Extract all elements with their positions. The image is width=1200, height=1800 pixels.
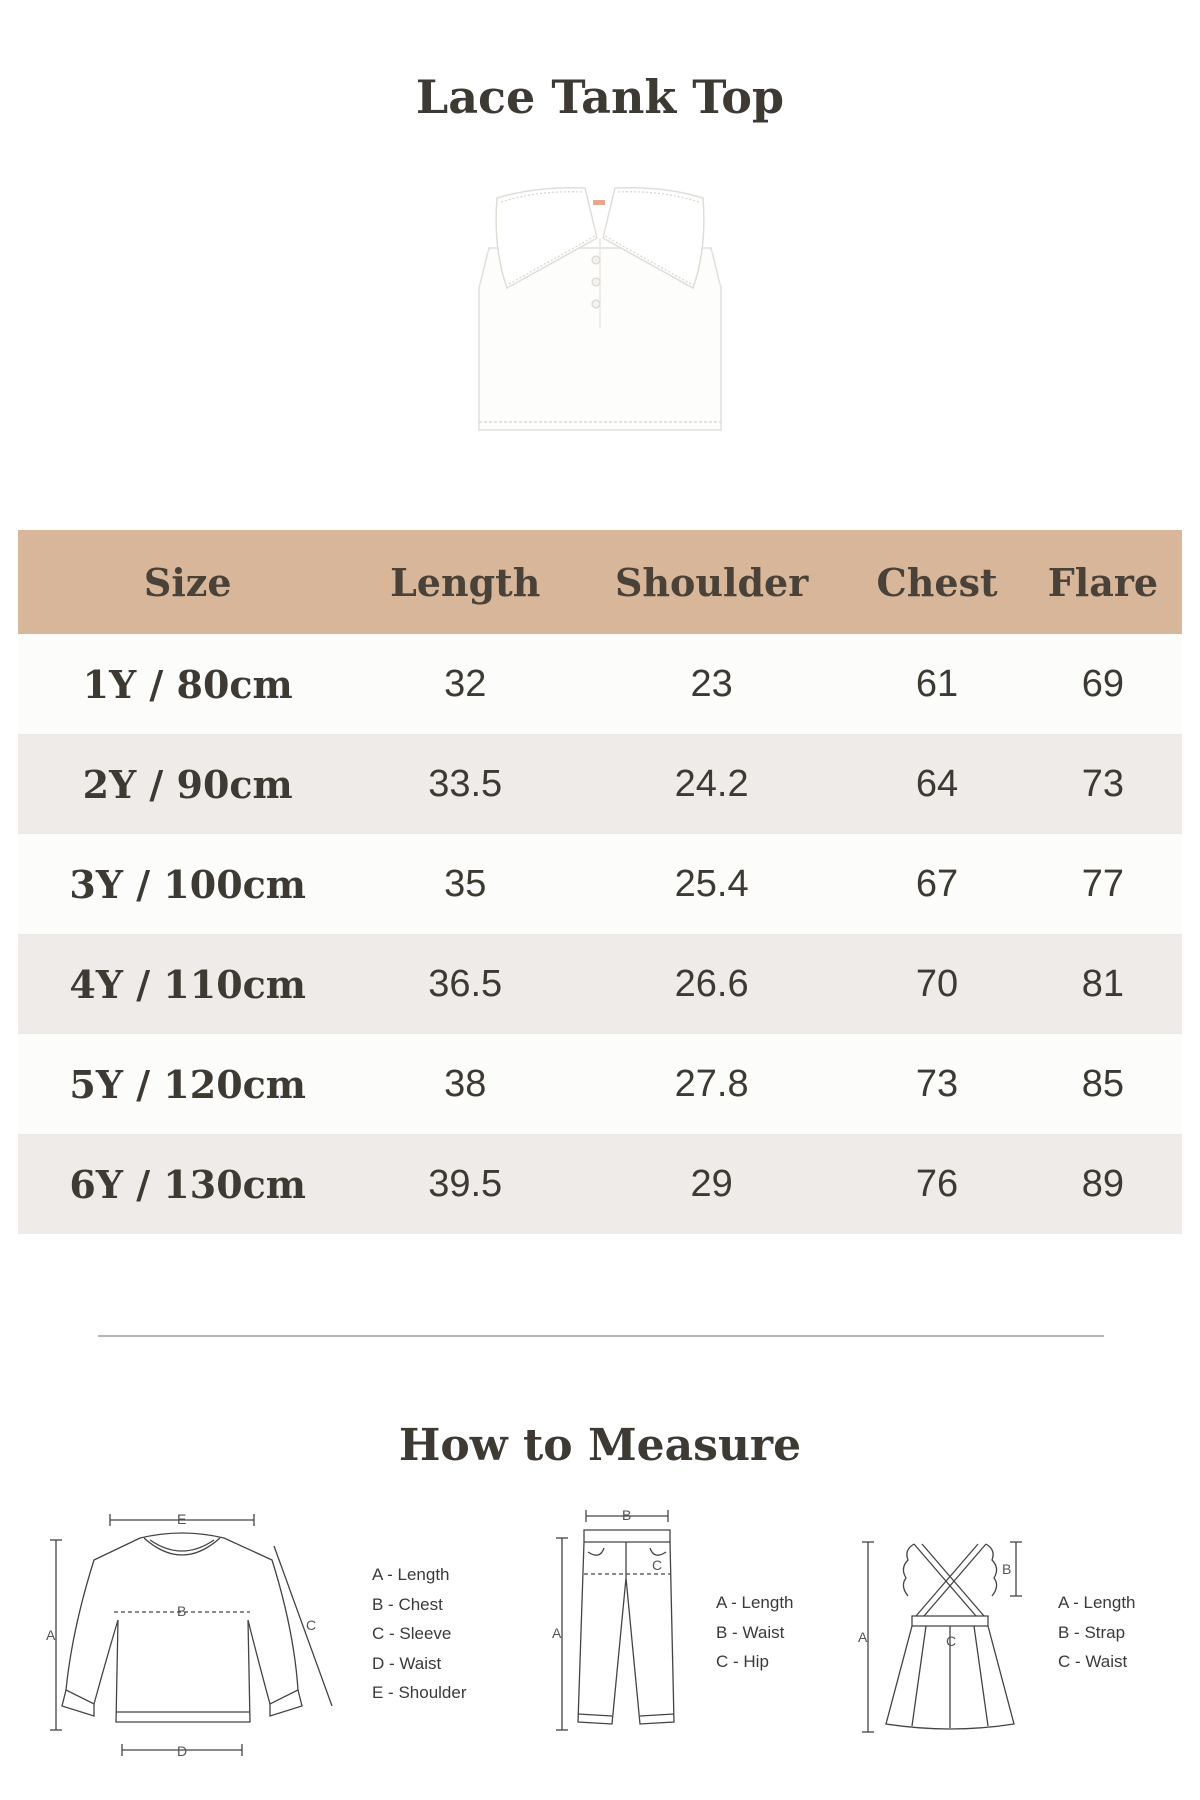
- marker-b: B: [1002, 1561, 1012, 1577]
- flare-cell: 73: [1024, 734, 1182, 834]
- length-cell: 33.5: [357, 734, 573, 834]
- length-cell: 36.5: [357, 934, 573, 1034]
- legend-item: B - Waist: [716, 1622, 785, 1642]
- legend-item: B - Chest: [372, 1594, 443, 1614]
- how-to-measure-title: How to Measure: [398, 1420, 802, 1471]
- legend-item: D - Waist: [372, 1653, 442, 1673]
- shoulder-cell: 27.8: [573, 1034, 850, 1134]
- column-header-shoulder: Shoulder: [573, 530, 850, 634]
- marker-d: D: [177, 1743, 188, 1759]
- legend-item: C - Hip: [716, 1652, 769, 1671]
- sweater-diagram: [44, 1510, 344, 1770]
- marker-e: E: [177, 1511, 187, 1527]
- table-row: [18, 1034, 1182, 1134]
- chest-cell: 64: [850, 734, 1024, 834]
- flare-cell: 69: [1024, 634, 1182, 734]
- marker-b: B: [177, 1603, 187, 1619]
- column-header-length: Length: [357, 530, 573, 634]
- flare-cell: 81: [1024, 934, 1182, 1034]
- legend-item: C - Waist: [1058, 1652, 1128, 1671]
- size-cell: 4Y / 110cm: [18, 934, 357, 1034]
- legend-item: A - Length: [372, 1565, 450, 1584]
- table-header-row: [18, 530, 1182, 634]
- length-cell: 35: [357, 834, 573, 934]
- chest-cell: 73: [850, 1034, 1024, 1134]
- flare-cell: 89: [1024, 1134, 1182, 1234]
- marker-a: A: [552, 1625, 562, 1641]
- product-image: [467, 178, 733, 440]
- chest-cell: 70: [850, 934, 1024, 1034]
- size-chart-table: [18, 530, 1182, 1234]
- shoulder-cell: 25.4: [573, 834, 850, 934]
- pants-legend: [716, 1588, 794, 1677]
- marker-b: B: [622, 1508, 632, 1523]
- size-cell: 6Y / 130cm: [18, 1134, 357, 1234]
- table-row: [18, 834, 1182, 934]
- chest-cell: 67: [850, 834, 1024, 934]
- page-title: Lace Tank Top: [415, 70, 785, 124]
- length-cell: 39.5: [357, 1134, 573, 1234]
- marker-c: C: [946, 1633, 957, 1649]
- skirt-diagram: [856, 1538, 1036, 1738]
- column-header-flare: Flare: [1024, 530, 1182, 634]
- chest-cell: 61: [850, 634, 1024, 734]
- size-cell: 3Y / 100cm: [18, 834, 357, 934]
- column-header-size: Size: [18, 530, 357, 634]
- flare-cell: 77: [1024, 834, 1182, 934]
- section-divider: [98, 1335, 1104, 1337]
- table-row: [18, 734, 1182, 834]
- legend-item: A - Length: [1058, 1593, 1136, 1612]
- marker-c: C: [306, 1617, 317, 1633]
- shoulder-cell: 23: [573, 634, 850, 734]
- sweater-legend: [372, 1560, 467, 1708]
- legend-item: C - Sleeve: [372, 1624, 452, 1643]
- flare-cell: 85: [1024, 1034, 1182, 1134]
- chest-cell: 76: [850, 1134, 1024, 1234]
- shoulder-cell: 29: [573, 1134, 850, 1234]
- pants-diagram: [548, 1508, 698, 1740]
- marker-a: A: [858, 1629, 868, 1645]
- size-cell: 1Y / 80cm: [18, 634, 357, 734]
- legend-item: E - Shoulder: [372, 1683, 467, 1702]
- legend-item: A - Length: [716, 1593, 794, 1612]
- size-cell: 5Y / 120cm: [18, 1034, 357, 1134]
- legend-item: B - Strap: [1058, 1622, 1126, 1642]
- skirt-legend: [1058, 1588, 1136, 1677]
- shoulder-cell: 26.6: [573, 934, 850, 1034]
- shoulder-cell: 24.2: [573, 734, 850, 834]
- length-cell: 32: [357, 634, 573, 734]
- table-row: [18, 934, 1182, 1034]
- marker-a: A: [46, 1627, 56, 1643]
- table-row: [18, 1134, 1182, 1234]
- size-cell: 2Y / 90cm: [18, 734, 357, 834]
- column-header-chest: Chest: [850, 530, 1024, 634]
- marker-c: C: [652, 1557, 663, 1573]
- table-row: [18, 634, 1182, 734]
- length-cell: 38: [357, 1034, 573, 1134]
